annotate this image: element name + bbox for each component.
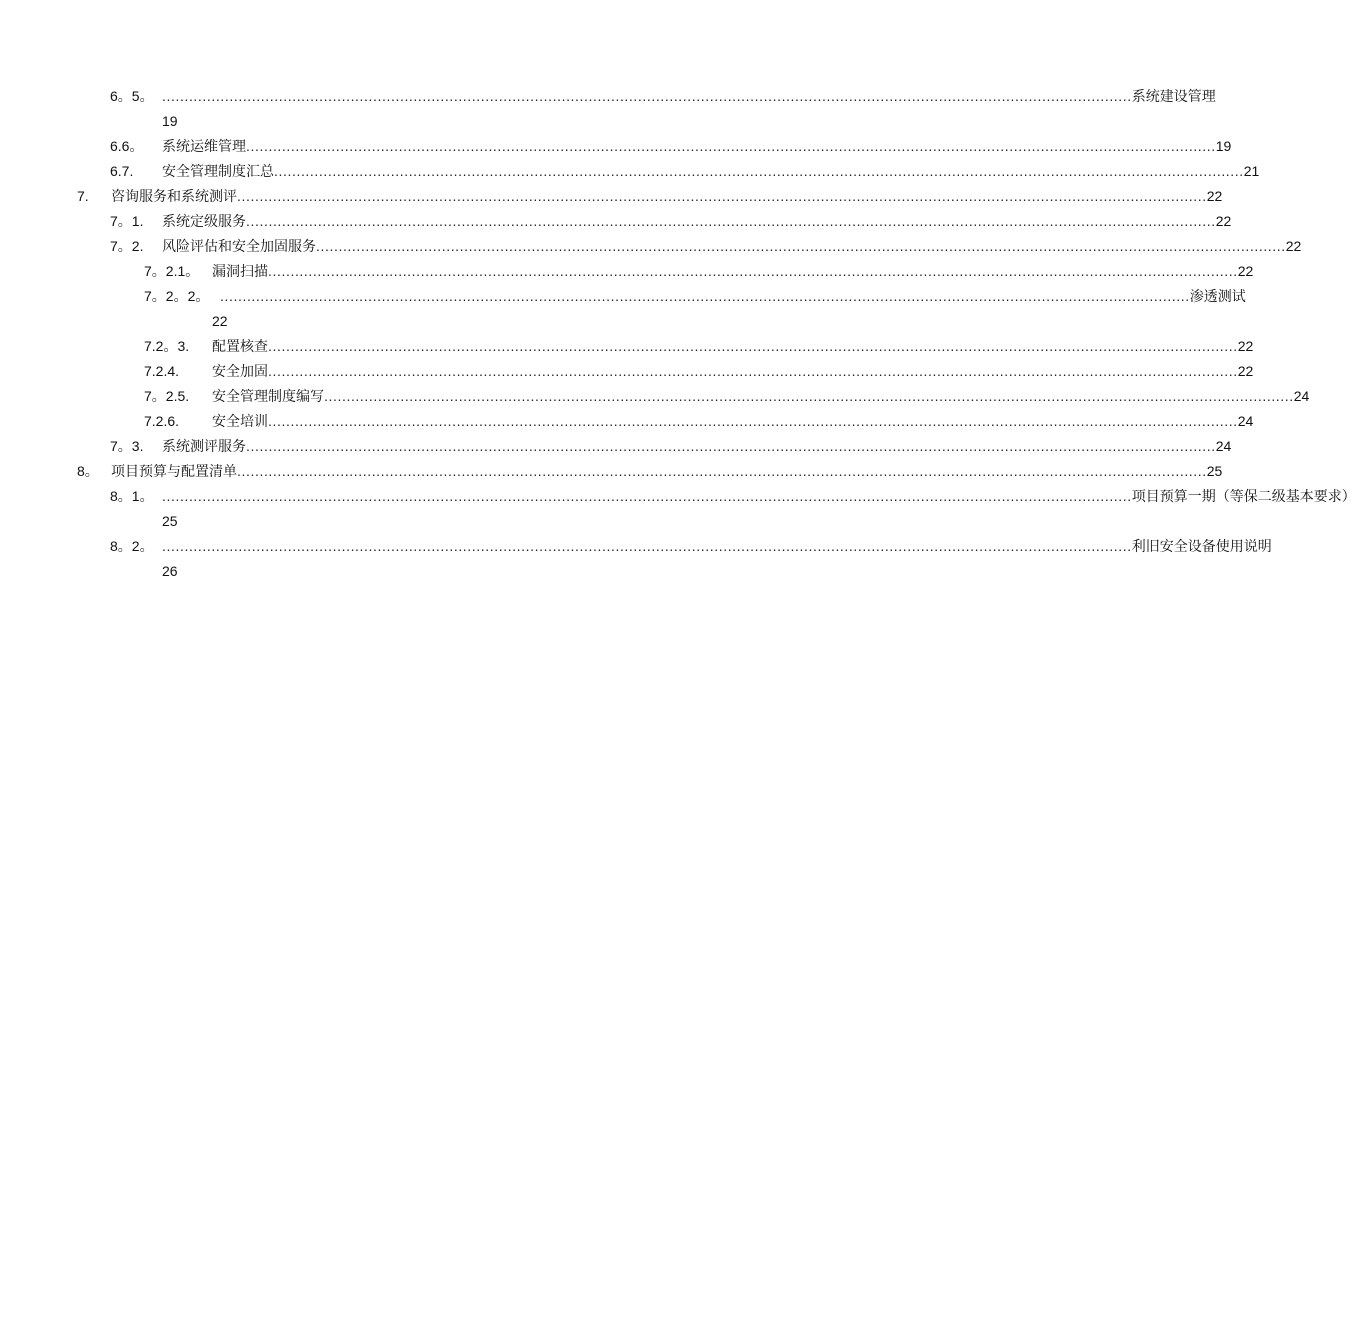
toc-leader-dots: ........................................................................................................................................................................................................................ <box>268 413 1238 429</box>
toc-entry-number: 6.6。 <box>110 138 144 154</box>
toc-entry-page: 19 <box>162 113 178 129</box>
toc-entry-page: 22 <box>1215 213 1232 229</box>
toc-entry-page: 22 <box>212 313 228 329</box>
toc-entry-title: 安全培训 <box>212 414 268 430</box>
toc-entry-title: 安全管理制度编写 <box>212 389 324 405</box>
toc-leader-dots: ........................................................................................................................................................................................................................ <box>220 288 1190 304</box>
toc-entry-page: 19 <box>1215 138 1232 154</box>
toc-entry-title: 系统运维管理 <box>162 139 246 155</box>
toc-entry-number: 7。2.1。 <box>144 263 200 279</box>
toc-entry-number: 6。5。 <box>110 88 154 104</box>
toc-entry-number: 7。2. <box>110 238 144 254</box>
toc-leader-dots: ........................................................................................................................................................................................................................ <box>162 88 1132 104</box>
toc-entry-number: 7.2.4. <box>144 363 180 379</box>
toc-entry-number: 7.2.6. <box>144 413 180 429</box>
toc-entry-number: 7. <box>77 188 89 204</box>
toc-entry-page: 22 <box>1206 188 1223 204</box>
toc-entry-title: 安全加固 <box>212 364 268 380</box>
toc-entry-title: 配置核查 <box>212 339 268 355</box>
toc-entry-title: 系统测评服务 <box>162 439 246 455</box>
toc-entry-page: 26 <box>162 563 178 579</box>
toc-entry-page: 22 <box>1237 263 1254 279</box>
toc-entry-title: 系统建设管理 <box>1131 89 1216 105</box>
toc-entry-number: 7。1. <box>110 213 144 229</box>
toc-entry-number: 7。3. <box>110 438 144 454</box>
toc-leader-dots: ........................................................................................................................................................................................................................ <box>316 238 1286 254</box>
toc-leader-dots: ........................................................................................................................................................................................................................ <box>268 263 1238 279</box>
toc-entry-page: 24 <box>1237 413 1254 429</box>
toc-entry-title: 风险评估和安全加固服务 <box>162 239 316 255</box>
toc-entry-number: 8。2。 <box>110 538 154 554</box>
toc-leader-dots: ........................................................................................................................................................................................................................ <box>162 538 1132 554</box>
toc-entry-page: 24 <box>1215 438 1232 454</box>
toc-leader-dots: ........................................................................................................................................................................................................................ <box>274 163 1244 179</box>
toc-entry-number: 8。1。 <box>110 488 154 504</box>
toc-leader-dots: ........................................................................................................................................................................................................................ <box>246 438 1216 454</box>
toc-entry-page: 25 <box>162 513 178 529</box>
toc-entry-title: 利旧安全设备使用说明 <box>1131 539 1272 555</box>
toc-entry-title: 项目预算一期（等保二级基本要求） <box>1131 489 1356 505</box>
toc-leader-dots: ........................................................................................................................................................................................................................ <box>324 388 1294 404</box>
toc-entry-title: 项目预算与配置清单 <box>111 464 237 480</box>
toc-leader-dots: ........................................................................................................................................................................................................................ <box>268 338 1238 354</box>
toc-entry-title: 渗透测试 <box>1189 289 1246 305</box>
toc-entry-title: 安全管理制度汇总 <box>162 164 274 180</box>
toc-entry-page: 25 <box>1206 463 1223 479</box>
toc-leader-dots: ........................................................................................................................................................................................................................ <box>246 138 1216 154</box>
toc-entry-title: 系统定级服务 <box>162 214 246 230</box>
toc-entry-number: 8。 <box>77 463 99 479</box>
toc-entry-page: 24 <box>1293 388 1310 404</box>
toc-leader-dots: ........................................................................................................................................................................................................................ <box>237 463 1207 479</box>
toc-entry-number: 7.2。3. <box>144 338 190 354</box>
toc-leader-dots: ........................................................................................................................................................................................................................ <box>268 363 1238 379</box>
toc-entry-title: 漏洞扫描 <box>212 264 268 280</box>
toc-entry-number: 7。2。2。 <box>144 288 210 304</box>
toc-entry-page: 21 <box>1243 163 1260 179</box>
toc-entry-page: 22 <box>1285 238 1302 254</box>
toc-entry-title: 咨询服务和系统测评 <box>111 189 237 205</box>
toc-entry-number: 7。2.5. <box>144 388 190 404</box>
toc-entry-number: 6.7. <box>110 163 134 179</box>
toc-entry-page: 22 <box>1237 338 1254 354</box>
toc-leader-dots: ........................................................................................................................................................................................................................ <box>162 488 1132 504</box>
toc-leader-dots: ........................................................................................................................................................................................................................ <box>246 213 1216 229</box>
toc-leader-dots: ........................................................................................................................................................................................................................ <box>237 188 1207 204</box>
toc-entry-page: 22 <box>1237 363 1254 379</box>
